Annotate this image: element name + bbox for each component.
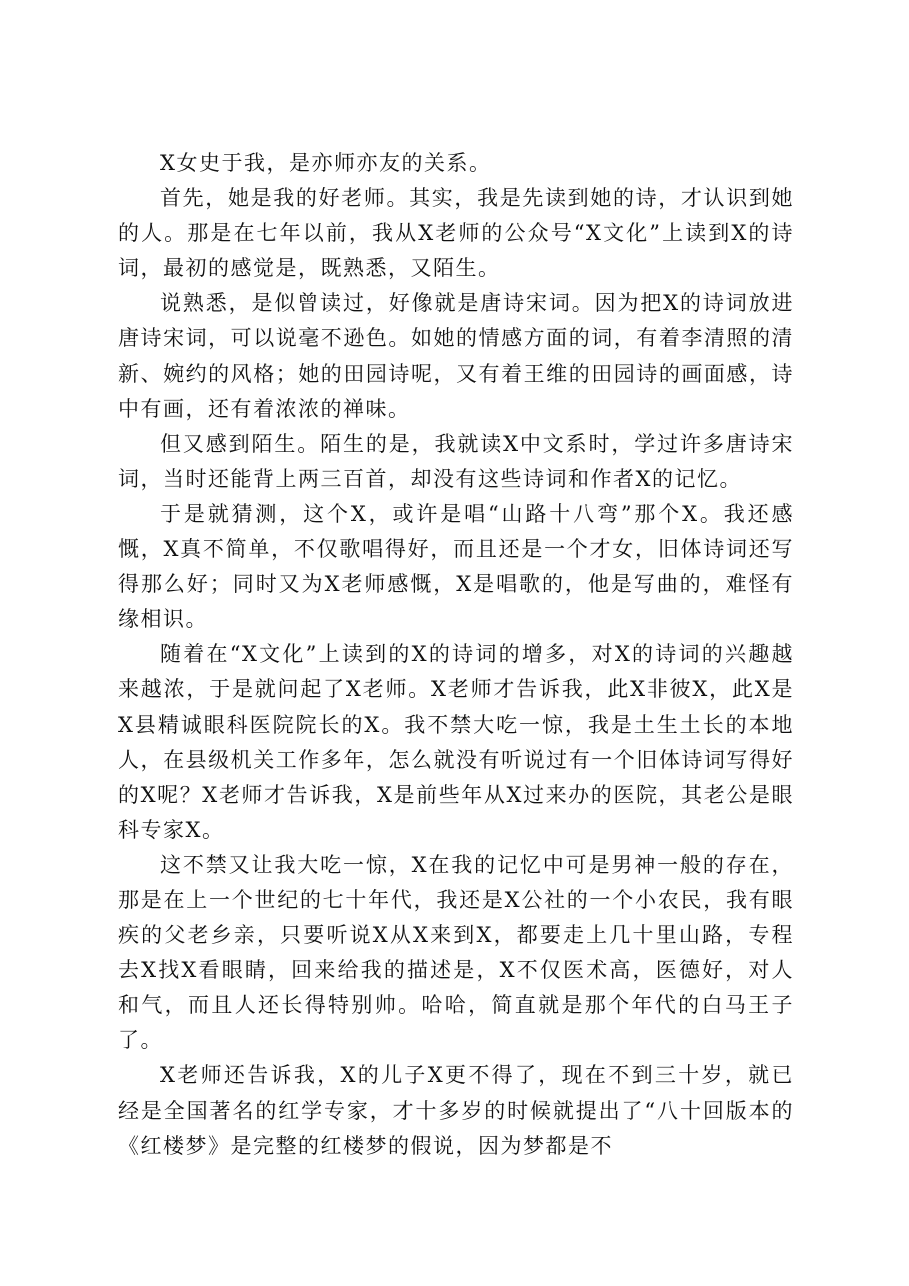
paragraph-1: X女史于我，是亦师亦友的关系。 <box>160 151 492 175</box>
paragraph-6: 随着在“X文化”上读到的X的诗词的增多，对X的诗词的兴趣越来越浓，于是就问起了X老师。X老师才告诉我，此X非彼X，此X是X县精诚眼科医院院长的X。我不禁大吃一惊，我是土生土长的本地人，在县级机关工作多年，怎么就没有听说过有一个旧体诗词写得好的X呢？X老师才告诉我，X是前些年从X过来办的医院，其老公是眼科专家X。 <box>118 642 794 842</box>
paragraph-2: 首先，她是我的好老师。其实，我是先读到她的诗，才认识到她的人。那是在七年以前，我从X老师的公众号“X文化”上读到X的诗词，最初的感觉是，既熟悉，又陌生。 <box>118 186 794 281</box>
paragraph-7: 这不禁又让我大吃一惊，X在我的记忆中可是男神一般的存在，那是在上一个世纪的七十年代，我还是X公社的一个小农民，我有眼疾的父老乡亲，只要听说X从X来到X，都要走上几十里山路，专程去X找X看眼睛，回来给我的描述是，X不仅医术高，医德好，对人和气，而且人还长得特别帅。哈哈，简直就是那个年代的白马王子了。 <box>118 852 794 1053</box>
paragraph-3: 说熟悉，是似曾读过，好像就是唐诗宋词。因为把X的诗词放进唐诗宋词，可以说毫不逊色。如她的情感方面的词，有着李清照的清新、婉约的风格；她的田园诗呢，又有着王维的田园诗的画面感，诗中有画，还有着浓浓的禅味。 <box>118 291 794 421</box>
document-body <box>118 146 794 1164</box>
paragraph-8: X老师还告诉我，X的儿子X更不得了，现在不到三十岁，就已经是全国著名的红学专家，才十多岁的时候就提出了“八十回版本的《红楼梦》是完整的红楼梦的假说，因为梦都是不 <box>118 1063 794 1158</box>
paragraph-5: 于是就猜测，这个X，或许是唱“山路十八弯”那个X。我还感慨，X真不简单，不仅歌唱得好，而且还是一个才女，旧体诗词还写得那么好；同时又为X老师感慨，X是唱歌的，他是写曲的，难怪有缘相识。 <box>118 501 794 632</box>
paragraph-4: 但又感到陌生。陌生的是，我就读X中文系时，学过许多唐诗宋词，当时还能背上两三百首，却没有这些诗词和作者X的记忆。 <box>118 431 794 491</box>
